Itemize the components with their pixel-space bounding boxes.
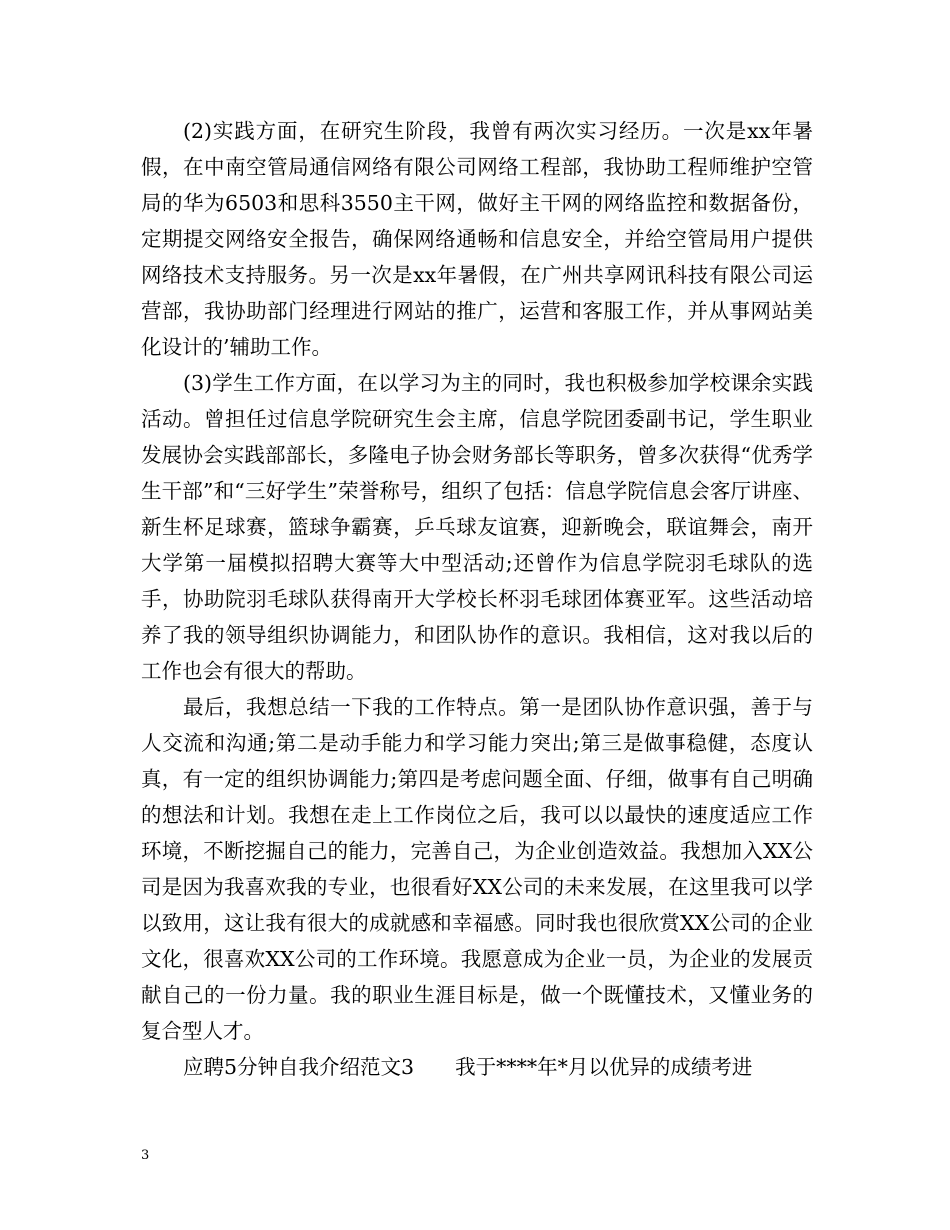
body-text xyxy=(141,113,813,1085)
paragraph-practice: (2)实践方面，在研究生阶段，我曾有两次实习经历。一次是xx年暑假，在中南空管局通信网络有限公司网络工程部，我协助工程师维护空管局的华为6503和思科3550主干网，做好主干网的网络监控和数据备份，定期提交网络安全报告，确保网络通畅和信息安全，并给空管局用户提供网络技术支持服务。另一次是xx年暑假，在广州共享网讯科技有限公司运营部，我协助部门经理进行网站的推广，运营和客服工作，并从事网站美化设计的’辅助工作。 xyxy=(141,119,813,359)
paragraph-sample-3-start: 应聘5分钟自我介绍范文3 我于****年*月以优异的成绩考进 xyxy=(183,1055,753,1079)
paragraph-student-work: (3)学生工作方面，在以学习为主的同时，我也积极参加学校课余实践活动。曾担任过信息学院研究生会主席，信息学院团委副书记，学生职业发展协会实践部部长，多隆电子协会财务部长等职务，曾多次获得“优秀学生干部”和“三好学生”荣誉称号，组织了包括：信息学院信息会客厅讲座、新生杯足球赛，篮球争霸赛，乒乓球友谊赛，迎新晚会，联谊舞会，南开大学第一届模拟招聘大赛等大中型活动;还曾作为信息学院羽毛球队的选手，协助院羽毛球队获得南开大学校长杯羽毛球团体赛亚军。这些活动培养了我的领导组织协调能力，和团队协作的意识。我相信，这对我以后的工作也会有很大的帮助。 xyxy=(141,371,813,683)
paragraph-summary: 最后，我想总结一下我的工作特点。第一是团队协作意识强，善于与人交流和沟通;第二是动手能力和学习能力突出;第三是做事稳健，态度认真，有一定的组织协调能力;第四是考虑问题全面、仔细，做事有自己明确的想法和计划。我想在走上工作岗位之后，我可以以最快的速度适应工作环境，不断挖掘自己的能力，完善自己，为企业创造效益。我想加入XX公司是因为我喜欢我的专业，也很看好XX公司的未来发展，在这里我可以学以致用，这让我有很大的成就感和幸福感。同时我也很欣赏XX公司的企业文化，很喜欢XX公司的工作环境。我愿意成为企业一员，为企业的发展贡献自己的一份力量。我的职业生涯目标是，做一个既懂技术，又懂业务的复合型人才。 xyxy=(141,695,813,1043)
page-number: 3 xyxy=(141,1148,150,1163)
